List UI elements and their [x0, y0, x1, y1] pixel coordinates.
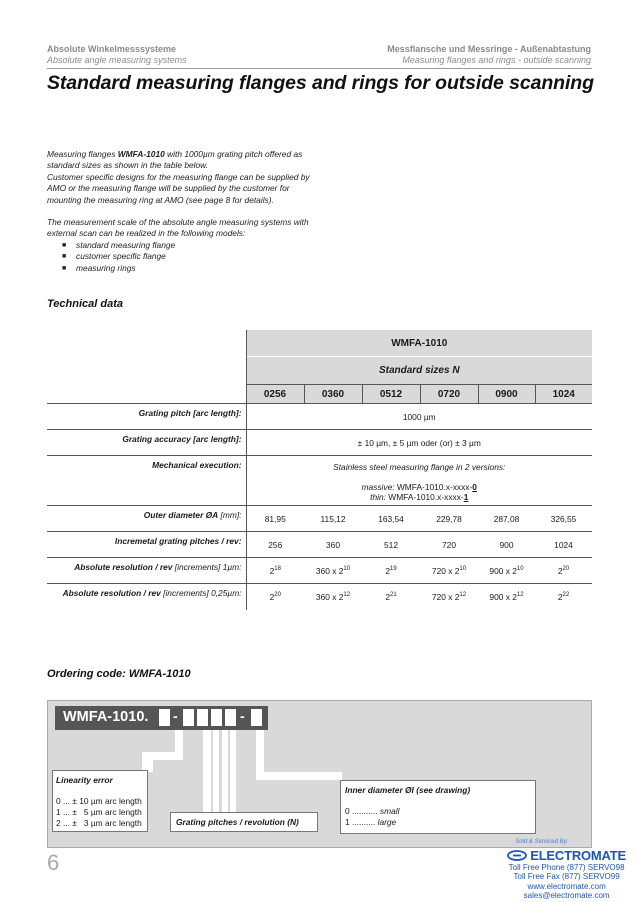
electromate-logo-icon — [507, 850, 527, 861]
code-slot-grating-3[interactable] — [211, 709, 222, 726]
grating-accuracy-value: ± 10 µm, ± 5 µm oder (or) ± 3 µm — [246, 430, 592, 456]
standard-sizes-header: Standard sizes N — [246, 357, 592, 385]
connector-grating-v3 — [222, 730, 228, 813]
inner-option-code: 1 .......... — [345, 817, 378, 827]
connector-inner-h — [256, 772, 342, 780]
grating-pitches-title: Grating pitches / revolution (N) — [176, 817, 299, 827]
resolution-base: 360 x 2 — [315, 591, 344, 602]
resolution-base: 900 x 2 — [489, 565, 517, 576]
resolution-exponent: 21 — [389, 591, 397, 598]
ordering-code-heading: Ordering code: WMFA-1010 — [47, 668, 191, 680]
inner-diameter-box — [340, 780, 536, 834]
resolution-exponent: 18 — [274, 565, 281, 572]
intro-paragraph-2: Customer specific designs for the measuring flange can be supplied by AMO or the measuring flange will be supplied by the customer for mounting the measuring ring at AMO (see page 8 for details). — [47, 171, 310, 205]
resolution-025um-cell — [535, 584, 592, 610]
mechanical-execution-label: Mechanical execution: — [47, 456, 246, 506]
connector-grating-v4 — [230, 730, 236, 813]
outer-diameter-cell: 163,54 — [362, 506, 420, 532]
resolution-base: 2 — [269, 591, 275, 602]
electromate-phone: Toll Free Phone (877) SERVO98 — [508, 862, 625, 872]
electromate-block — [507, 838, 626, 901]
sold-by-label: Sold & Serviced By: — [515, 839, 569, 845]
linearity-option: 1 ... ± 5 µm arc length — [56, 807, 142, 817]
connector-linearity-up — [175, 730, 183, 758]
resolution-base: 2 — [557, 591, 563, 602]
outer-diameter-cell: 326,55 — [535, 506, 592, 532]
inner-option-text: large — [377, 817, 397, 827]
resolution-exponent: 20 — [562, 565, 570, 572]
incremental-pitches-cell: 512 — [362, 532, 420, 558]
resolution-1um-cell — [362, 558, 420, 584]
table-row — [47, 430, 592, 456]
resolution-exponent: 22 — [562, 591, 570, 598]
massive-code: WMFA-1010.x-xxxx- — [396, 482, 473, 492]
table-row — [47, 506, 592, 532]
resolution-exponent: 10 — [459, 565, 467, 572]
resolution-1um-label — [47, 558, 246, 584]
thin-label: thin: — [370, 492, 386, 502]
ordering-code-bar — [55, 706, 268, 730]
mechanical-execution-value — [246, 456, 592, 506]
resolution-025um-cell — [304, 584, 362, 610]
linearity-option: 0 ... ± 10 µm arc length — [56, 796, 142, 806]
intro-p1-model: WMFA-1010 — [117, 149, 165, 159]
inner-option-text: small — [379, 806, 400, 816]
incremental-pitches-cell: 1024 — [535, 532, 592, 558]
outer-diameter-cell: 115,12 — [304, 506, 362, 532]
resolution-exponent: 12 — [516, 591, 524, 598]
resolution-base: 2 — [557, 565, 563, 576]
model-header: WMFA-1010 — [246, 330, 592, 357]
resolution-1um-cell — [478, 558, 535, 584]
linearity-error-title: Linearity error — [56, 775, 113, 785]
resolution-025um-label-bold: Absolute resolution / rev — [62, 588, 161, 598]
thin-digit: 1 — [463, 492, 469, 502]
electromate-logo — [507, 848, 626, 863]
size-0512: 0512 — [362, 385, 420, 404]
connector-grating-v1 — [203, 730, 211, 813]
resolution-base: 900 x 2 — [489, 591, 517, 602]
resolution-025um-label-unit: [increments] 0,25µm: — [160, 588, 242, 598]
header-right-german: Messflansche und Messringe - Außenabtastung — [387, 44, 591, 54]
size-1024: 1024 — [535, 385, 592, 404]
resolution-base: 720 x 2 — [431, 565, 460, 576]
grating-pitches-box — [170, 812, 318, 832]
code-slot-linearity[interactable] — [159, 709, 170, 726]
incremental-pitches-cell: 900 — [478, 532, 535, 558]
technical-data-table — [47, 330, 592, 610]
header-rule — [47, 68, 592, 69]
size-0900: 0900 — [478, 385, 535, 404]
header-left-english: Absolute angle measuring systems — [47, 55, 187, 65]
resolution-exponent: 12 — [343, 591, 351, 598]
technical-data-heading: Technical data — [47, 298, 124, 310]
grating-pitch-value: 1000 µm — [246, 404, 592, 430]
ordering-code-text: WMFA-1010. — [63, 709, 149, 725]
list-item: ■ measuring rings — [62, 263, 317, 274]
intro-p1-post: with 1000µm grating pitch offered as standard sizes as shown in the table below. — [47, 149, 303, 171]
table-row — [47, 404, 592, 430]
list-item: ■ customer specific flange — [62, 251, 317, 262]
intro-paragraph-1 — [47, 149, 317, 172]
list-item: ■ standard measuring flange — [62, 240, 317, 251]
linearity-option: 2 ... ± 3 µm arc length — [56, 818, 142, 828]
header-right-english: Measuring flanges and rings - outside scanning — [402, 55, 591, 65]
incremental-pitches-cell: 720 — [420, 532, 478, 558]
thin-code: WMFA-1010.x-xxxx- — [388, 492, 464, 502]
resolution-exponent: 20 — [274, 591, 281, 598]
resolution-025um-cell — [362, 584, 420, 610]
header-right — [387, 44, 591, 66]
intro-p1-pre: Measuring flanges — [47, 149, 118, 159]
code-slot-grating-1[interactable] — [183, 709, 194, 726]
resolution-1um-cell — [304, 558, 362, 584]
outer-diameter-cell: 229,78 — [420, 506, 478, 532]
resolution-025um-cell — [246, 584, 304, 610]
page-title: Standard measuring flanges and rings for outside scanning — [47, 72, 594, 94]
linearity-error-box — [52, 770, 148, 832]
incremental-pitches-cell: 256 — [246, 532, 304, 558]
inner-diameter-title: Inner diameter ØI (see drawing) — [345, 785, 471, 795]
table-row — [47, 456, 592, 506]
electromate-website[interactable]: www.electromate.com — [527, 881, 606, 891]
resolution-1um-cell — [535, 558, 592, 584]
resolution-025um-label — [47, 584, 246, 610]
resolution-1um-cell — [246, 558, 304, 584]
size-0256: 0256 — [246, 385, 304, 404]
resolution-base: 360 x 2 — [315, 565, 344, 576]
inner-diameter-option — [345, 817, 531, 828]
incremental-pitches-label: Incremetal grating pitches / rev: — [47, 532, 246, 558]
outer-diameter-label — [47, 506, 246, 532]
resolution-exponent: 10 — [343, 565, 351, 572]
page-number: 6 — [47, 850, 60, 875]
electromate-fax: Toll Free Fax (877) SERVO99 — [513, 872, 620, 881]
massive-digit: 0 — [472, 482, 477, 492]
resolution-base: 2 — [269, 565, 275, 576]
inner-option-code: 0 ........... — [345, 806, 380, 816]
outer-diameter-cell: 81,95 — [246, 506, 304, 532]
electromate-name: ELECTROMATE — [530, 847, 626, 863]
intro-paragraph-3: The measurement scale of the absolute angle measuring systems with external scan can be realized in the following models: — [47, 217, 309, 239]
table-row — [47, 532, 592, 558]
size-0360: 0360 — [304, 385, 362, 404]
resolution-exponent: 12 — [459, 591, 467, 598]
incremental-pitches-cell: 360 — [304, 532, 362, 558]
grating-pitch-label: Grating pitch [arc length]: — [47, 404, 246, 430]
outer-diameter-label-unit: [mm]: — [218, 510, 242, 520]
mechanical-execution-line: Stainless steel measuring flange in 2 versions: — [333, 462, 506, 472]
size-0720: 0720 — [420, 385, 478, 404]
electromate-email[interactable]: sales@electromate.com — [523, 891, 610, 900]
header-left-german: Absolute Winkelmesssysteme — [47, 44, 176, 54]
resolution-base: 2 — [385, 591, 390, 602]
outer-diameter-cell: 287,08 — [478, 506, 535, 532]
header-left — [47, 44, 187, 66]
outer-diameter-label-bold: Outer diameter ØA — [143, 510, 219, 520]
resolution-exponent: 10 — [516, 565, 524, 572]
code-dash: - — [173, 708, 178, 724]
models-list — [47, 240, 317, 274]
massive-label: massive: — [361, 482, 395, 492]
resolution-1um-cell — [420, 558, 478, 584]
code-slot-grating-2[interactable] — [197, 709, 208, 726]
resolution-025um-cell — [420, 584, 478, 610]
code-dash: - — [240, 708, 245, 724]
resolution-exponent: 19 — [389, 565, 397, 572]
resolution-1um-label-bold: Absolute resolution / rev — [74, 562, 173, 572]
resolution-base: 720 x 2 — [431, 591, 460, 602]
table-row — [47, 584, 592, 610]
inner-diameter-option — [345, 806, 531, 817]
intro-text — [47, 149, 317, 274]
resolution-base: 2 — [385, 565, 390, 576]
resolution-025um-cell — [478, 584, 535, 610]
connector-grating-v2 — [213, 730, 219, 813]
table-row — [47, 558, 592, 584]
resolution-1um-label-unit: [increments] 1µm: — [172, 562, 242, 572]
code-slot-inner-diameter[interactable] — [251, 709, 262, 726]
grating-accuracy-label: Grating accuracy [arc length]: — [47, 430, 246, 456]
code-slot-grating-4[interactable] — [225, 709, 236, 726]
